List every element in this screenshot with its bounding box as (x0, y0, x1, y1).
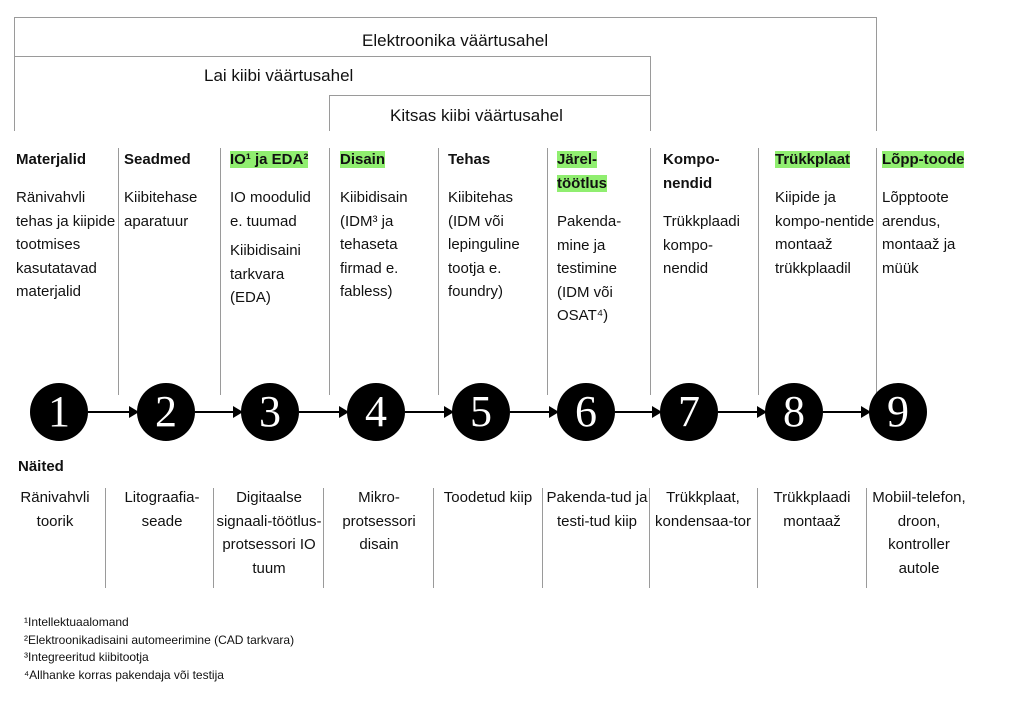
column-divider (758, 148, 759, 395)
column-divider (542, 488, 543, 588)
step-column-1 (16, 148, 124, 304)
step-column-4 (340, 148, 434, 304)
step-description-secondary: Kiibidisaini tarkvara (EDA) (230, 242, 301, 306)
column-divider (323, 488, 324, 588)
footnotes (24, 614, 294, 684)
step-column-7 (663, 148, 757, 281)
arrow-right-icon (823, 411, 869, 413)
column-divider (757, 488, 758, 588)
column-divider (329, 148, 330, 395)
step-title: Materjalid (16, 151, 87, 168)
step-description: Trükkplaadi kompo-nendid (663, 213, 740, 277)
step-title: Lõpp-toode (882, 151, 965, 168)
step-number-circle: 4 (347, 383, 405, 441)
step-number-circle: 7 (660, 383, 718, 441)
step-column-2 (124, 148, 232, 233)
bracket-electronics-label: Elektroonika väärtusahel (362, 31, 549, 50)
example-4: Mikro-protsessori disain (342, 489, 416, 553)
column-divider (547, 148, 548, 395)
example-3: Digitaalse signaali-töötlus-protsessori IO tuum (216, 489, 322, 577)
step-number-circle: 5 (452, 383, 510, 441)
step-description: Kiibitehase aparatuur (124, 189, 198, 230)
step-description: Kiibitehas (IDM või lepinguline tootja e. foundry) (448, 189, 520, 300)
step-number-circle: 8 (765, 383, 823, 441)
step-description: Kiipide ja kompo-nentide montaaž trükkplaadil (775, 189, 875, 277)
column-divider (876, 148, 877, 395)
examples-title: Näited (18, 458, 64, 475)
arrow-right-icon (510, 411, 557, 413)
arrow-right-icon (299, 411, 347, 413)
step-title: Järel-töötlus (557, 151, 607, 192)
step-column-6 (557, 148, 645, 328)
column-divider (433, 488, 434, 588)
step-column-3 (230, 148, 326, 310)
example-5: Toodetud kiip (443, 489, 533, 506)
footnote-2: ²Elektroonikadisaini automeerimine (CAD tarkvara) (24, 632, 295, 647)
step-title: Disain (340, 151, 386, 168)
example-1: Ränivahvli toorik (20, 489, 90, 530)
footnote-3: ³Integreeritud kiibitootja (24, 650, 149, 664)
step-column-5 (448, 148, 544, 304)
footnote-1: ¹Intellektuaalomand (24, 615, 129, 629)
arrow-right-icon (615, 411, 660, 413)
example-8: Trükkplaadi montaaž (773, 489, 851, 530)
step-number-circle: 9 (869, 383, 927, 441)
step-title: IO¹ ja EDA² (230, 151, 309, 168)
step-title: Tehas (448, 151, 491, 168)
step-number-circle: 1 (30, 383, 88, 441)
column-divider (650, 148, 651, 395)
arrow-right-icon (718, 411, 765, 413)
step-title: Seadmed (124, 151, 191, 168)
footnote-4: ⁴Allhanke korras pakendaja või testija (24, 667, 224, 682)
bracket-narrow-chip-label: Kitsas kiibi väärtusahel (390, 106, 563, 125)
step-title: Kompo-nendid (663, 151, 720, 192)
step-description: Pakenda-mine ja testimine (IDM või OSAT⁴) (557, 213, 622, 324)
step-number-circle: 3 (241, 383, 299, 441)
bracket-wide-chip-label: Lai kiibi väärtusahel (204, 66, 354, 85)
arrow-right-icon (405, 411, 452, 413)
step-column-9 (882, 148, 992, 280)
arrow-right-icon (88, 411, 137, 413)
step-description: Lõpptoote arendus, montaaž ja müük (882, 189, 956, 277)
example-6: Pakenda-tud ja testi-tud kiip (546, 489, 648, 530)
step-description: Ränivahvli tehas ja kiipide tootmises kasutatavad materjalid (16, 189, 116, 300)
column-divider (438, 148, 439, 395)
step-number-circle: 6 (557, 383, 615, 441)
step-title: Trükkplaat (775, 151, 851, 168)
step-number-circle: 2 (137, 383, 195, 441)
arrow-right-icon (195, 411, 241, 413)
step-description: Kiibidisain (IDM³ ja tehaseta firmad e. fabless) (340, 189, 408, 300)
example-7: Trükkplaat, kondensaa-tor (655, 489, 751, 530)
example-2: Litograafia-seade (124, 489, 200, 530)
step-column-8 (775, 148, 875, 280)
example-9: Mobiil-telefon, droon, kontroller autole (872, 489, 966, 577)
step-description: IO moodulid e. tuumad (230, 189, 311, 230)
